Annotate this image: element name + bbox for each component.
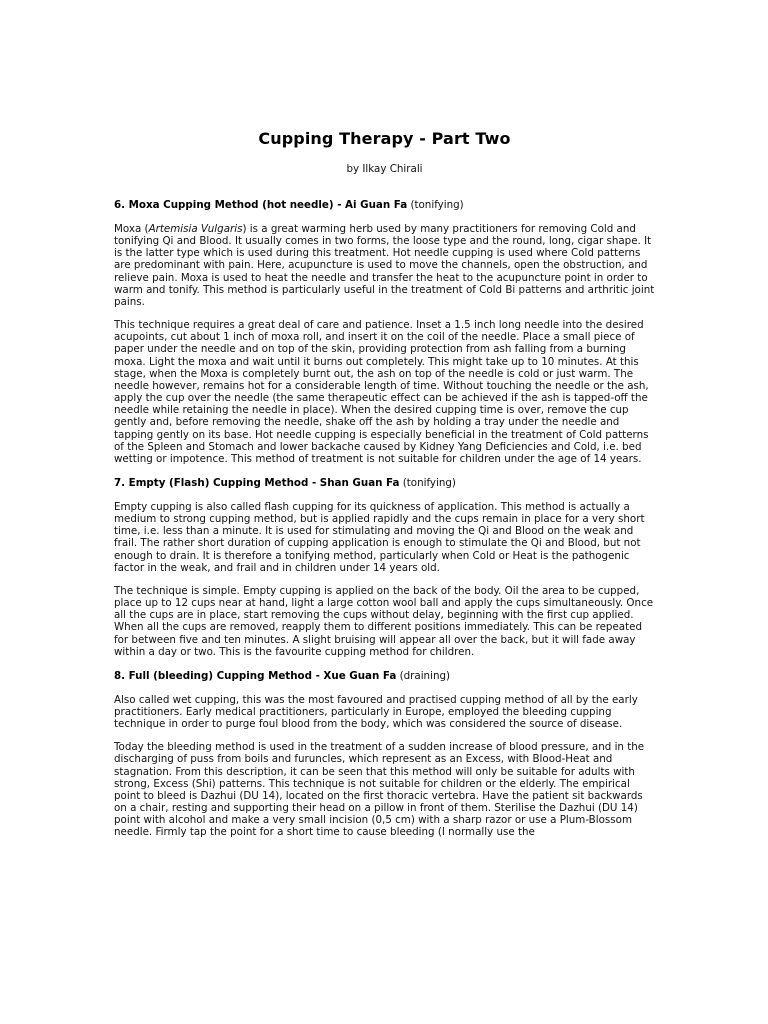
section-heading-8-note: (draining) (399, 669, 451, 682)
section-heading-8-title: 8. Full (bleeding) Cupping Method - Xue Guan Fa (114, 669, 397, 682)
section-6-paragraph-2: This technique requires a great deal of care and patience. Inset a 1.5 inch long needle into the desired acupoints, cut about 1 inch of moxa roll, and insert it on the coil of the needle. Place a small piece of paper under the needle and on top of the skin, providing protection from ash falling from a burning moxa. Light the moxa and wait until it burns out completely. This might take up to 10 minutes. At this stage, when the Moxa is completely burnt out, the ash on top of the needle is cold or just warm. The needle however, remains hot for a considerable length of time. Without touching the needle or the ash, apply the cup over the needle (the same therapeutic effect can be achieved if the ash is tapped-off the needle while retaining the needle in place). When the desired cupping time is over, remove the cup gently and, before removing the needle, shake off the ash by holding a tray under the needle and tapping gently on its base. Hot needle cupping is especially beneficial in the treatment of Cold patterns of the Spleen and Stomach and lower backache caused by Kidney Yang Deficiencies and Cold, i.e. bed wetting or impotence. This method of treatment is not suitable for children under the age of 14 years. (114, 319, 649, 465)
author-byline: by Ilkay Chirali (346, 163, 423, 175)
section-heading-7 (114, 477, 655, 490)
section-6-paragraph-1-lead: Moxa ( (114, 223, 149, 235)
section-8-paragraph-2: Today the bleeding method is used in the treatment of a sudden increase of blood pressure, and in the discharging of puss from boils and furuncles, which represent as an Excess, with Blood-Heat and stagnation. From this description, it can be seen that this method will only be suitable for adults with strong, Excess (Shi) patterns. This technique is not suitable for children or the elderly. The empirical point to bleed is Dazhui (DU 14), located on the first thoracic vertebra. Have the patient sit backwards on a chair, resting and supporting their head on a pillow in front of them. Sterilise the Dazhui (DU 14) point with alcohol and make a very small incision (0,5 cm) with a sharp razor or use a Plum-Blossom needle. Firmly tap the point for a short time to cause bleeding (I normally use the (114, 741, 645, 839)
section-7-paragraph-2: The technique is simple. Empty cupping is applied on the back of the body. Oil the area to be cupped, place up to 12 cups near at hand, light a large cotton wool ball and apply the cups simultaneously. Once all the cups are in place, start removing the cups without delay, beginning with the first cup applied. When all the cups are removed, reapply them to different positions immediately. This can be repeated for between five and ten minutes. A slight bruising will appear all over the back, but it will fade away within a day or two. This is the favourite cupping method for children. (114, 584, 654, 658)
section-heading-7-note: (tonifying) (402, 476, 456, 489)
section-7-paragraph-1: Empty cupping is also called flash cupping for its quickness of application. This method is actually a medium to strong cupping method, but is applied rapidly and the cups remain in place for a very short time, i.e. less than a minute. It is used for stimulating and moving the Qi and Blood on the weak and frail. The rather short duration of cupping application is enough to stimulate the Qi and Blood, but not enough to drain. It is therefore a tonifying method, particularly when Cold or Heat is the pathogenic factor in the weak, and frail and in children under 14 years old. (114, 500, 645, 574)
section-6-paragraph-1-italic: Artemisia Vulgaris (148, 223, 243, 235)
section-heading-6 (114, 199, 655, 212)
section-heading-8 (114, 670, 655, 683)
section-heading-6-note: (tonifying) (410, 199, 464, 211)
section-heading-6-title: 6. Moxa Cupping Method (hot needle) - Ai Guan Fa (114, 199, 408, 211)
section-6-paragraph-1-rest: ) is a great warming herb used by many practitioners for removing Cold and tonifying Qi and Blood. It usually comes in two forms, the loose type and the round, long, cigar shape. It is the latter type which is used during this treatment. Hot needle cupping is used where Cold patterns are predominant with pain. Here, acupuncture is used to move the channels, open the obstruction, and relieve pain. Moxa is used to heat the needle and transfer the heat to the acupuncture point in order to warm and tonify. This method is particularly useful in the treatment of Cold Bi patterns and arthritic joint pains. (114, 223, 655, 308)
section-heading-7-title: 7. Empty (Flash) Cupping Method - Shan Guan Fa (114, 476, 400, 489)
section-8-paragraph-1: Also called wet cupping, this was the most favoured and practised cupping method of all by the early practitioners. Early medical practitioners, particularly in Europe, employed the bleeding cupping technique in order to purge foul blood from the body, which was considered the source of disease. (114, 693, 638, 731)
document-title: Cupping Therapy - Part Two (258, 129, 511, 148)
section-6-paragraph-1 (114, 223, 655, 308)
